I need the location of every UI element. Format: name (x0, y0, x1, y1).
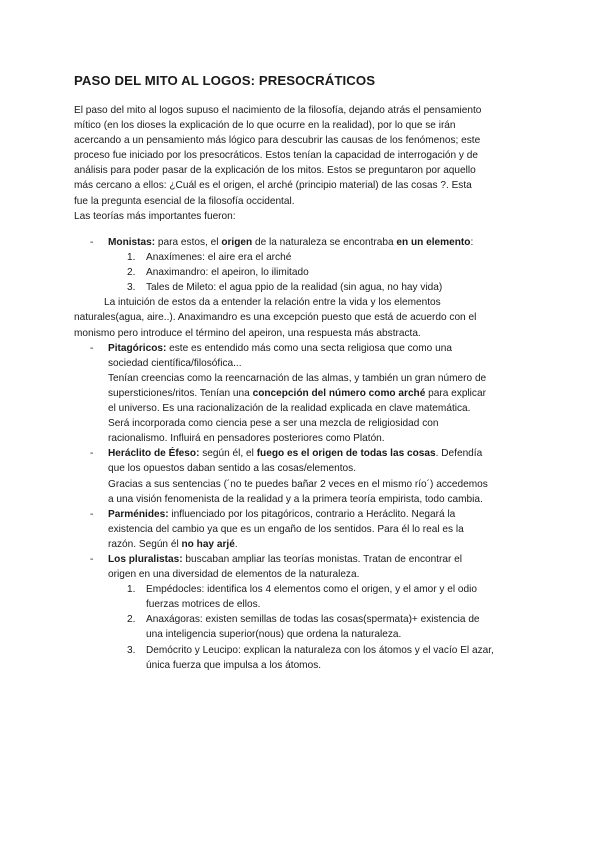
list-item (0, 265, 600, 280)
item-text: fuerzas motrices de ellos. (146, 599, 261, 611)
intro-line: análisis para poder pasar de la explicación de los mitos. Estos se preguntaron por aquello (74, 165, 476, 177)
pluralistas-label: Los pluralistas: (108, 553, 183, 565)
list-item (0, 582, 600, 612)
text-run: de la naturaleza se encontraba (252, 237, 397, 248)
pluralistas-sublist (0, 582, 600, 673)
item-number: 1. (127, 584, 136, 596)
heraclito-line: que los opuestos daban sentido a las cosas/elementos. (108, 463, 357, 475)
pluralistas-line (108, 552, 600, 567)
parmenides-line: existencia del cambio ya que es un engaño de los sentidos. Para él lo real es la (108, 523, 464, 535)
text-run: según él, el (199, 448, 257, 460)
monistas-note-line: naturales(agua, aire..). Anaximandro es una excepción puesto que está de acuerdo con el (74, 312, 477, 324)
monistas-sublist (0, 250, 600, 295)
heraclito-line: a una visión fenomenista de la realidad y a la primera teoría empirista, todo cambia. (108, 493, 483, 505)
text-run: : (470, 237, 474, 248)
item-number: 2. (127, 267, 136, 279)
list-item (0, 643, 600, 673)
text-run: influenciado por los pitagóricos, contrario a Heráclito. Negará la (168, 508, 456, 520)
item-text: Anaxímenes: el aire era el arché (146, 252, 292, 264)
bullet-pluralistas (0, 552, 600, 582)
bullet-pitagoricos (0, 341, 600, 447)
parmenides-line (108, 507, 600, 522)
theories-list (0, 235, 600, 673)
item-text: Anaximandro: el apeiron, lo ilimitado (146, 267, 309, 279)
parmenides-label: Parménides: (108, 508, 169, 520)
item-text: única fuerza que impulsa a los átomos. (146, 659, 322, 671)
text-run: . (234, 538, 238, 550)
pitagoricos-line (108, 341, 600, 356)
bold-run: origen (221, 237, 253, 248)
item-number: 3. (127, 282, 136, 294)
pitagoricos-line (108, 386, 600, 401)
intro-line: más cercano a ellos: ¿Cuál es el origen, el arché (principio material) de las cosas ?. Esta (74, 180, 472, 192)
item-text: Anaxágoras: existen semillas de todas las cosas(spermata)+ existencia de (146, 614, 480, 626)
text-run: para explicar (425, 387, 486, 399)
text-run: para estos, el (155, 237, 222, 248)
page-title: PASO DEL MITO AL LOGOS: PRESOCRÁTICOS (74, 73, 376, 88)
bold-run: no hay arjé (181, 538, 235, 550)
pitagoricos-line: Tenían creencias como la reencarnación de las almas, y también un gran número de (108, 372, 487, 384)
intro-line: Las teorías más importantes fueron: (74, 210, 236, 222)
list-item (0, 612, 600, 642)
bullet-monistas (0, 235, 600, 250)
intro-line: fue la pregunta esencial de la filosofía occidental. (74, 195, 295, 207)
item-text: Tales de Mileto: el agua ppio de la realidad (sin agua, no hay vida) (146, 282, 443, 294)
text-run: este es entendido más como una secta religiosa que como una (166, 342, 452, 354)
item-text: una inteligencia superior(nous) que ordena la naturaleza. (146, 629, 402, 641)
item-number: 3. (127, 644, 136, 656)
text-run: buscaban ampliar las teorías monistas. Tratan de encontrar el (182, 553, 463, 565)
intro-line: acercando a un pensamiento más lógico para descubrir las causas de los fenómenos; este (74, 135, 481, 147)
item-number: 2. (127, 614, 136, 626)
item-text: Demócrito y Leucipo: explican la naturaleza con los átomos y el vacío El azar, (146, 644, 494, 656)
intro-line: proceso fue iniciado por los presocráticos. Estos tenían la capacidad de interrogación y de (74, 150, 478, 162)
monistas-note-line: La intuición de estos da a entender la relación entre la vida y los elementos (104, 297, 441, 309)
monistas-line (108, 235, 600, 250)
text-run: supersticiones/ritos. Tenían una (108, 387, 253, 399)
bullet-dash: - (90, 237, 94, 248)
bold-run: en un elemento (396, 237, 471, 248)
pitagoricos-line: el universo. Es una racionalización de la realidad explicada en clave matemática. (108, 403, 471, 415)
monistas-note-line: monismo pero introduce el término del apeiron, una respuesta más abstracta. (74, 327, 421, 339)
intro-paragraph (74, 103, 534, 224)
item-text: Empédocles: identifica los 4 elementos como el origen, y el amor y el odio (146, 584, 478, 596)
bullet-dash: - (90, 448, 94, 460)
heraclito-line (108, 446, 600, 461)
bullet-dash: - (90, 342, 94, 354)
bullet-dash: - (90, 553, 94, 565)
pitagoricos-line: racionalismo. Influirá en pensadores posteriores como Platón. (108, 433, 385, 445)
pitagoricos-line: sociedad científica/filosófica... (108, 357, 242, 369)
bullet-heraclito (0, 446, 600, 506)
intro-line: El paso del mito al logos supuso el nacimiento de la filosofía, dejando atrás el pensamiento (74, 105, 482, 116)
bullet-dash: - (90, 508, 94, 520)
pitagoricos-line: Será incorporada como ciencia pese a ser una mezcla de religiosidad con (108, 418, 439, 430)
bullet-parmenides (0, 507, 600, 552)
pitagoricos-label: Pitagóricos: (108, 342, 167, 354)
intro-line: mítico (en los dioses la explicación de lo que ocurre en la realidad), por lo que se irán (74, 120, 456, 132)
list-item (0, 250, 600, 265)
heraclito-line: Gracias a sus sentencias (´no te puedes bañar 2 veces en el mismo río´) accedemos (108, 478, 488, 490)
monistas-label: Monistas: (108, 237, 156, 248)
parmenides-line (108, 537, 600, 552)
heraclito-label: Heráclito de Éfeso: (108, 448, 200, 460)
item-number: 1. (127, 252, 136, 264)
list-item (0, 280, 600, 295)
text-run: razón. Según él (108, 538, 182, 550)
pluralistas-line: origen en una diversidad de elementos de la naturaleza. (108, 569, 360, 581)
bold-run: fuego es el origen de todas las cosas (256, 448, 436, 460)
text-run: . Defendía (435, 448, 483, 460)
bold-run: concepción del número como arché (252, 387, 426, 399)
